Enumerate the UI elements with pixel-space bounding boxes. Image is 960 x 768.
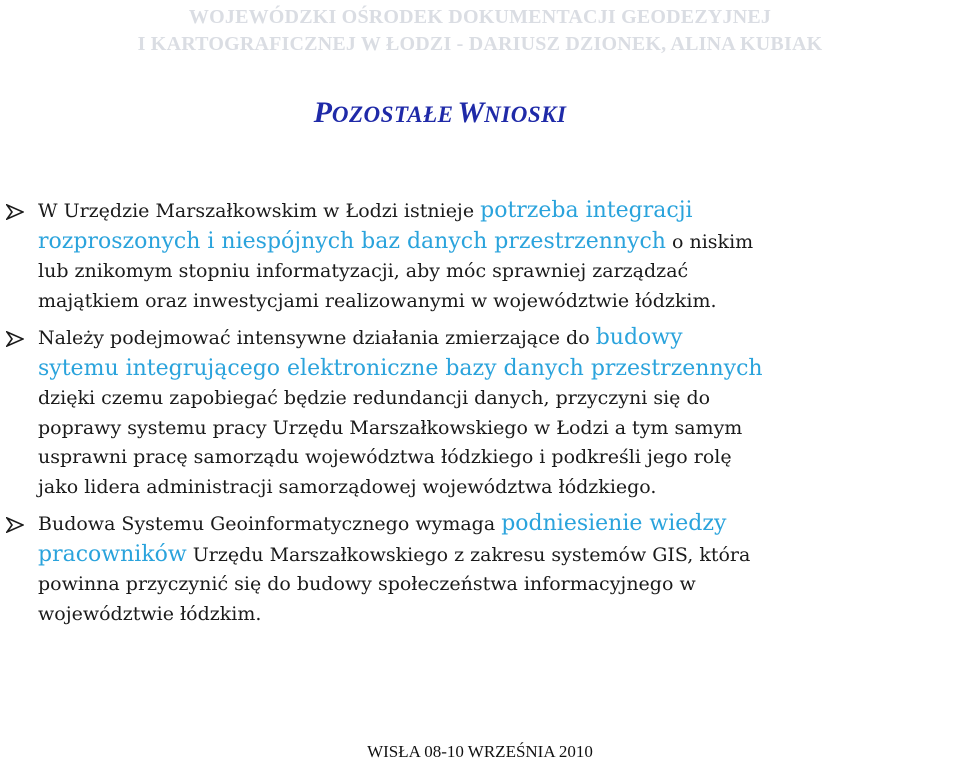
body-text: o niskim	[665, 230, 754, 253]
bullet-line	[38, 287, 940, 317]
document-header	[0, 4, 960, 58]
body-text: lub znikomym stopniu informatyzacji, aby móc sprawniej zarządzać	[38, 260, 689, 282]
bullet-item	[0, 196, 960, 316]
bullet-line	[38, 227, 940, 258]
body-text: Budowa Systemu Geoinformatycznego wymaga	[38, 513, 502, 535]
title-word-2-rest: NIOSKI	[484, 102, 567, 127]
bullet-item	[0, 323, 960, 502]
bullet-line	[38, 414, 940, 444]
bullet-line	[38, 473, 940, 503]
body-text: województwie łódzkim.	[38, 602, 262, 625]
bullet-line	[38, 540, 940, 571]
highlighted-text: potrzeba integracji	[480, 198, 693, 223]
bullet-line	[38, 354, 940, 385]
arrowhead-bullet-icon	[6, 517, 24, 533]
bullet-list	[0, 196, 960, 636]
bullet-line	[38, 600, 940, 630]
title-initial-2: W	[457, 96, 485, 129]
body-text: jako lidera administracji samorządowej województwa łódzkiego.	[38, 475, 657, 498]
title-initial-1: P	[313, 96, 332, 129]
bullet-line	[38, 570, 940, 600]
bullet-line	[38, 323, 940, 354]
bullet-line	[38, 257, 940, 287]
body-text: usprawni pracę samorządu województwa łódzkiego i podkreśli jego rolę	[38, 446, 732, 468]
title-word-1-rest: OZOSTAŁE	[331, 102, 454, 127]
slide-title	[0, 96, 880, 130]
bullet-line	[38, 509, 940, 540]
body-text: powinna przyczynić się do budowy społeczeństwa informacyjnego w	[38, 573, 696, 595]
highlighted-text: rozproszonych i niespójnych baz danych przestrzennych	[38, 228, 666, 254]
body-text: poprawy systemu pracy Urzędu Marszałkowskiego w Łodzi a tym samym	[38, 416, 743, 439]
highlighted-text: sytemu integrującego elektroniczne bazy danych przestrzennych	[38, 355, 763, 381]
highlighted-text: pracowników	[38, 541, 187, 567]
header-line-1: WOJEWÓDZKI OŚRODEK DOKUMENTACJI GEODEZYJNEJ	[188, 6, 772, 28]
body-text: majątkiem oraz inwestycjami realizowanymi w województwie łódzkim.	[38, 289, 717, 312]
arrowhead-bullet-icon	[6, 204, 24, 220]
header-line-2: I KARTOGRAFICZNEJ W ŁODZI - DARIUSZ DZIONEK, ALINA KUBIAK	[137, 33, 823, 55]
bullet-item	[0, 509, 960, 629]
body-text: Należy podejmować intensywne działania zmierzające do	[38, 327, 596, 349]
body-text: dzięki czemu zapobiegać będzie redundancji danych, przyczyni się do	[38, 387, 711, 409]
body-text: Urzędu Marszałkowskiego z zakresu systemów GIS, która	[186, 543, 751, 566]
bullet-line	[38, 196, 940, 227]
footer-date: WISŁA 08-10 WRZEŚNIA 2010	[367, 742, 593, 761]
bullet-line	[38, 443, 940, 473]
highlighted-text: budowy	[595, 325, 683, 350]
bullet-line	[38, 384, 940, 414]
arrowhead-bullet-icon	[6, 331, 24, 347]
highlighted-text: podniesienie wiedzy	[501, 511, 727, 536]
body-text: W Urzędzie Marszałkowskim w Łodzi istnieje	[38, 200, 481, 222]
